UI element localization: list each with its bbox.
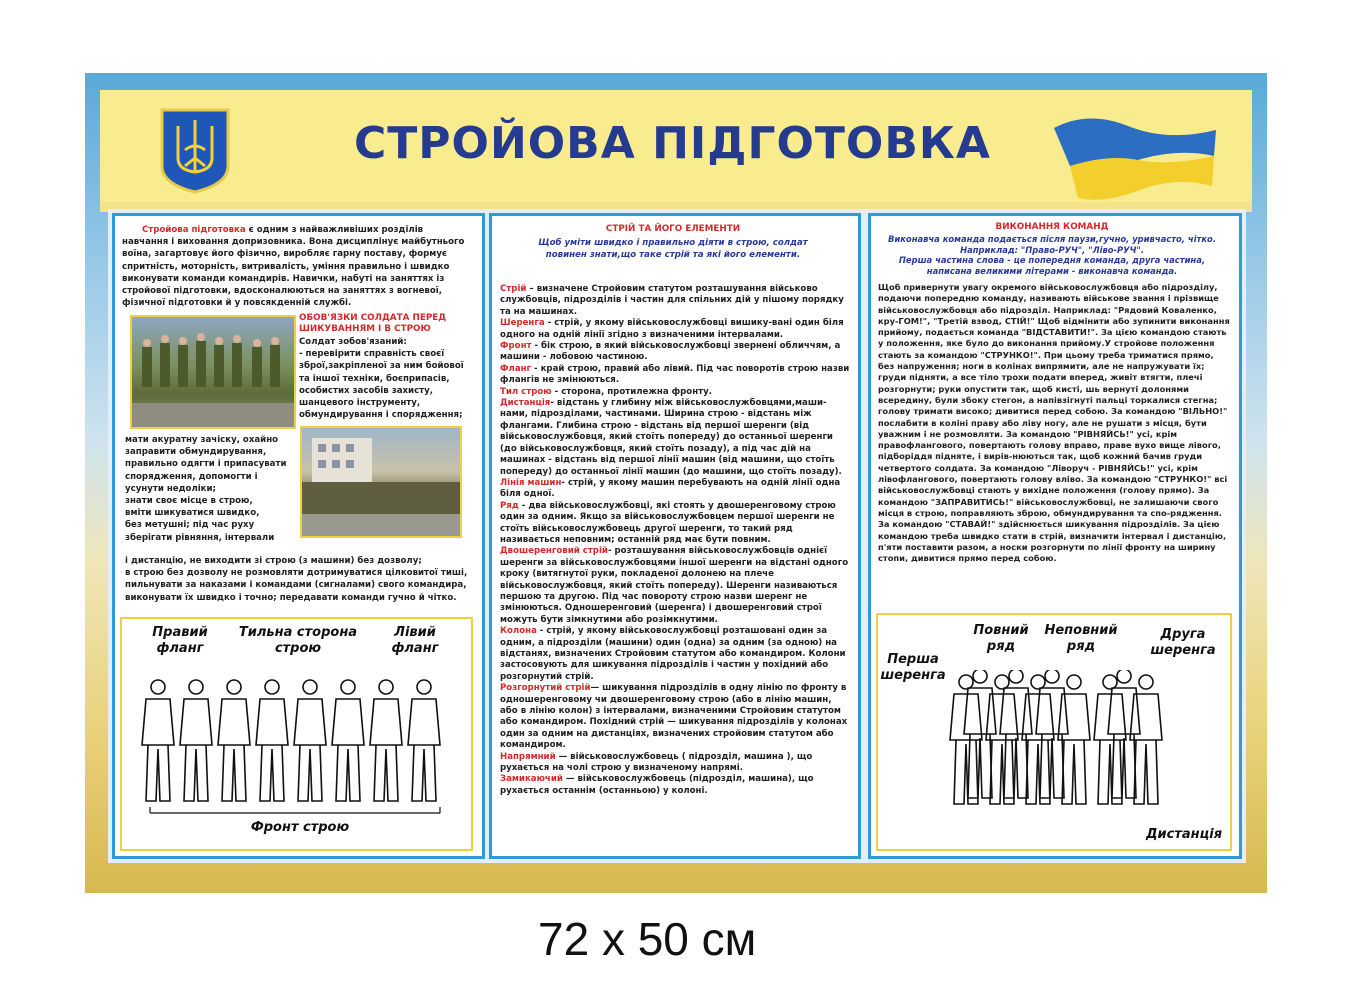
duties-list-1: [299, 336, 471, 421]
definition-term: Фланг: [500, 363, 532, 374]
incomplete-row-label: Неповний ряд: [1044, 623, 1118, 654]
formation-title: СТРІЙ ТА ЙОГО ЕЛЕМЕНТИ: [605, 224, 741, 234]
definition-item: [500, 683, 850, 751]
stand-size-label: 72 х 50 см: [538, 913, 757, 965]
definition-item: [500, 364, 850, 387]
definition-term: Ряд: [500, 500, 519, 511]
formation-subtitle: Щоб уміти швидко і правильно діяти в строю, солдат повинен знати,що таке стрій та які його елементи.: [538, 238, 808, 261]
soldiers-row-illustration: [140, 675, 450, 815]
front-label: Фронт строю: [250, 820, 350, 835]
first-rank-label: Перша шеренга: [880, 652, 946, 683]
duties-line: шанцевого інструменту,: [299, 398, 421, 409]
definition-term: Фронт: [500, 341, 532, 352]
definition-item: [500, 501, 850, 547]
intro-text: [122, 224, 468, 309]
definition-term: Колона: [500, 626, 537, 637]
formation-definitions: [500, 284, 850, 797]
duties-line: виконувати їх швидко і точно; передавати команди гучно й чітко.: [125, 592, 457, 603]
duties-line: зброї,закріпленої за ним бойової: [299, 361, 464, 372]
right-flank-label: Правий фланг: [152, 625, 208, 656]
definition-text: - відстань у глибину між військовослужбовцями,маши-нами, підрозділами, частинами. Ширина строю - відстань між флангами. Глибина строю - відстань від першої шеренги (від військовослужбовця, який стоїть попереду) до останньої шеренги (до військовослужбовця, який стоїть позаду), а під час дій на машинах - відстань від першої лінії машин (від машини, що стоїть попереду) до останньої лінії машин (до машини, що стоїть позаду).: [500, 398, 842, 477]
page-title: СТРОЙОВА ПІДГОТОВКА: [354, 118, 991, 169]
soldiers-marching-photo: [130, 315, 296, 429]
duties-line: заправити обмундирування,: [125, 447, 267, 458]
duties-line: та іншої техніки, боєприпасів,: [299, 373, 450, 384]
commands-subtitle: [874, 234, 1230, 276]
duties-list-2: [125, 434, 297, 544]
duties-line: в строю без дозволу не розмовляти дотримуватися цілковитої тиші,: [125, 568, 468, 579]
definition-text: — військовослужбовець (підрозділ, машина), що рухається останнім (останньою) у колоні.: [500, 774, 814, 796]
commands-subtitle-line: написана великими літерами - виконавча команда.: [926, 265, 1178, 276]
commands-body: Щоб привернути увагу окремого військовослужбовця або підрозділу, подаючи попередню команду, називають військове звання і прізвище військовослужбовця або підрозділ. Наприклад: "Рядовий Коваленко, кру-ГОМ!", "Третій взвод, СТІЙ!" Щоб відмінити або зупинити виконання прийому, подається команда "ВІДСТАВИТИ!". За цією командою стають у положення, яке було до виконання прийому.У стройове положення стають за командою "СТРУНКО!". При цьому треба триматися прямо, без напруження; ноги в колінах випрямити, але не напружувати їх; груди підняти, а все тіло трохи подати вперед, живіт втягти, плечі розгорнути; руки опустити так, щоб кисті, шь вернуті долонями всередину, були збоку стегон, а напівзігнуті пальці торкалися стегна; голову тримати високо; дивитися перед собою. За командою "ВІЛЬНО!" послабити в коліні праву або ліву ногу, але не рушати з місця, бути уважним і не розмовляти. За командою "РІВНЯЙСЬ!" усі, крім правофлангового, повертають голову вправо, праве вухо вище лівого, підборіддя підняте, і вирів-нюються так, щоб кожний бачив груди четвертого солдата. За командою "Ліворуч - РІВНЯЙСЬ!" усі, крім лівофлангового, повертають голову вліво. За командою "СТРУНКО!" всі військовослужбовці стають у вихідне положення (голову прямо). За командою "ЗАПРАВИТИСЬ!" військовослужбовці, не залишаючи свого місця в строю, поправляють зброю, обмундирування та спо-рядження. За командою "СТАВАЙ!" здійснюється шикування підрозділів. За цією командою треба швидко стати в стрій, визначити інтервал і дистанцію, п'яти поставити разом, а носки розгорнути по лінії фронту на ширину стопи, дивитися прямо перед собою.: [878, 282, 1230, 564]
duties-line: усунути недоліки;: [125, 483, 216, 494]
header-strip: [100, 202, 1252, 212]
intro-body: є одним з найважливіших розділів навчання і виховання допризовника. Вона дисциплінує майбутнього воїна, загартовує його фізично, виробляє гарну поставу, формує спритність, моторність, витривалість, уміння правильно і швидко виконувати команди командирів. Навички, набуті на заняттях із стройової підготовки, вдосконалюються на заняттях з вогневої, фізичної підготовки й у повсякденній службі.: [122, 225, 465, 309]
duties-line: обмундирування і спорядження;: [299, 410, 463, 421]
commands-subtitle-line: Виконавча команда подається після паузи,гучно, уривчасто, чітко.: [888, 234, 1216, 244]
duties-line: і дистанцію, не виходити зі строю (з машини) без дозволу;: [125, 556, 422, 566]
coat-of-arms-icon: [158, 106, 232, 194]
definition-item: [500, 387, 850, 398]
formation-photo: [300, 426, 462, 538]
definition-item: [500, 318, 850, 341]
definition-term: Стрій: [500, 284, 527, 294]
definition-term: Шеренга: [500, 318, 545, 329]
duties-tail: [125, 555, 475, 604]
definition-text: - сторона, протилежна фронту.: [551, 386, 713, 397]
duties-line: мати акуратну зачіску, охайно: [125, 435, 279, 445]
duties-line: знати своє місце в строю,: [125, 496, 253, 507]
definition-item: [500, 752, 850, 775]
intro-lead: Стройова підготовка: [142, 225, 246, 235]
duties-line: - перевірити справність своєї: [299, 349, 445, 360]
duties-line: вміти шикуватися швидко,: [125, 508, 260, 519]
definition-item: [500, 341, 850, 364]
definition-item: [500, 546, 850, 626]
duties-line: особистих засобів захисту,: [299, 385, 434, 396]
ukraine-flag-icon: [1048, 108, 1220, 200]
second-rank-label: Друга шеренга: [1150, 627, 1216, 658]
definition-text: - край строю, правий або лівий. Під час поворотів строю назви флангів не змінюються.: [500, 363, 850, 386]
definition-text: – визначене Стройовим статутом розташування військово службовців, підрозділів і частин для спільних дій у пішому порядку та на машинах.: [500, 284, 844, 317]
duties-line: спорядження, допомогти і: [125, 471, 258, 482]
commands-title: ВИКОНАННЯ КОМАНД: [995, 222, 1109, 232]
duties-title: ОБОВ'ЯЗКИ СОЛДАТА ПЕРЕД ШИКУВАННЯМ І В СТРОЮ: [299, 313, 447, 334]
definition-text: — військовослужбовець ( підрозділ, машина ), що рухається на чолі строю у визначеному напрямі.: [500, 751, 813, 774]
two-ranks-illustration: [948, 670, 1178, 820]
definition-text: - стрій, у якому військовослужбовці розташовані один за одним, а підрозділи (машини) один (одна) за одним (за одною) на відстанях, визначених Стройовим статутом або командиром. Колони застосовують для шикування підрозділів і частин у похідний або розгорнутий стрій.: [500, 626, 846, 682]
duties-line: правильно одягти і припасувати: [125, 459, 287, 470]
definition-item: [500, 626, 850, 683]
definition-term: Замикаючий: [500, 774, 563, 785]
definition-term: Двошеренговий стрій: [500, 546, 608, 557]
definition-text: - бік строю, в який військовослужбовці звернені обличчям, а машини - лобовою частиною.: [500, 341, 841, 363]
definition-term: Лінія машин: [500, 477, 562, 488]
duties-line: без метушні; під час руху: [125, 520, 255, 531]
definition-text: — шикування підрозділів в одну лінію по фронту в одношеренговому чи двошеренговому строю (або в лінію машин, або в лінію колон) з інтервалами, визначеними Стройовим статутом або командиром. Похідний стрій — шикування підрозділів у колонах один за одним на дистанціях, визначених стройовим статутом або командиром.: [500, 683, 848, 751]
definition-term: Напрямний: [500, 751, 556, 762]
definition-term: Тил строю: [500, 386, 552, 397]
definition-term: Дистанція: [500, 398, 551, 409]
definition-text: - стрій, у якому машин перебувають на одній лінії одна біля одної.: [500, 477, 841, 500]
definition-item: [500, 398, 850, 478]
distance-label: Дистанція: [1145, 827, 1223, 842]
definition-item: [500, 478, 850, 501]
definition-text: - стрій, у якому військовослужбовці вишику-вані один біля одного на одній лінії згідно з визначеними інтервалами.: [500, 318, 844, 340]
commands-subtitle-line: Перша частина слова - це попередня команда, друга частина,: [898, 255, 1206, 266]
left-flank-label: Лівий фланг: [391, 625, 439, 656]
full-row-label: Повний ряд: [973, 623, 1029, 654]
definition-text: - два військовослужбовці, які стоять у двошеренговому строю один за одним. Якщо за військовослужбовцем першої шеренги не стоїть військовослужбовець другої шеренги, то такий ряд називається неповним; останній ряд має бути повним.: [500, 500, 836, 545]
definition-item: [500, 774, 850, 797]
definition-text: - розташування військовослужбовців однієї шеренги за військовослужбовцями іншої шеренги на відстані одного кроку (витягнутої руки, покладеної долонею на плече військовослужбовця, який стоїть попереду). Шеренги називаються першою та другою. Під час повороту строю назви шеренг не змінюються. Одношеренговий (шеренга) і двошеренговий строї можуть бути зімкнутими або розімкнутими.: [500, 546, 849, 625]
definition-item: [500, 284, 850, 318]
commands-subtitle-line: Наприклад: "Право-РУЧ", "Ліво-РУЧ".: [960, 244, 1144, 255]
definition-term: Розгорнутий стрій: [500, 683, 591, 694]
duties-line: пильнувати за наказами і командами (сигналами) свого командира,: [125, 580, 467, 591]
duties-line: Солдат зобов'язаний:: [299, 337, 407, 347]
back-side-label: Тильна сторона строю: [238, 625, 358, 656]
duties-line: зберігати рівняння, інтервали: [125, 532, 275, 543]
